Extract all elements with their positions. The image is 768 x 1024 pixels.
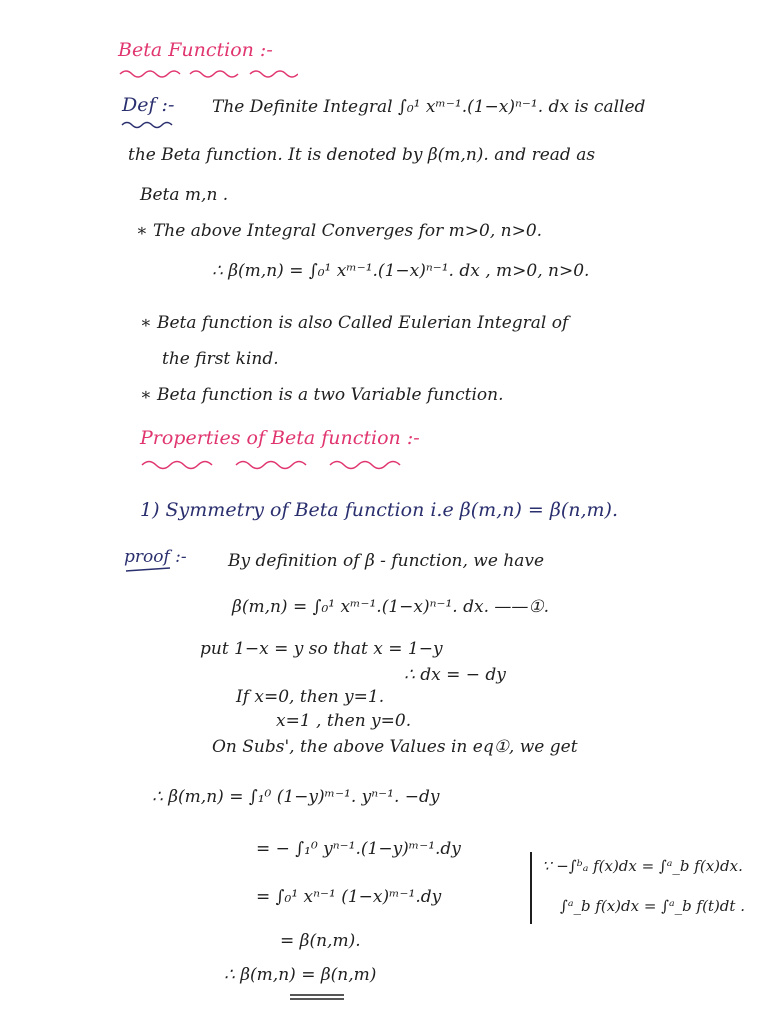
proof-line-7: On Subs', the above Values in eq①, we get — [212, 737, 578, 757]
def-line-1: The Definite Integral ∫₀¹ xᵐ⁻¹.(1−x)ⁿ⁻¹. dx is called — [212, 97, 646, 117]
proof-line-6: x=1 , then y=0. — [276, 711, 412, 731]
page-title: Beta Function :- — [118, 39, 273, 61]
proof-line-2: β(m,n) = ∫₀¹ xᵐ⁻¹.(1−x)ⁿ⁻¹. dx. ——①. — [232, 597, 550, 617]
beta-equation: ∴ β(m,n) = ∫₀¹ xᵐ⁻¹.(1−x)ⁿ⁻¹. dx , m>0, n>0. — [212, 261, 590, 281]
def-label: Def :- — [122, 94, 175, 116]
side-note-bar — [530, 852, 532, 924]
note-eulerian-1: ∗ Beta function is also Called Eulerian Integral of — [140, 313, 569, 333]
equation-step-1: ∴ β(m,n) = ∫₁⁰ (1−y)ᵐ⁻¹. yⁿ⁻¹. −dy — [152, 787, 440, 807]
properties-underline-squiggle — [140, 458, 430, 472]
symmetry-title: 1) Symmetry of Beta function i.e β(m,n) = β(n,m). — [140, 499, 618, 521]
def-line-3: Beta m,n . — [140, 185, 229, 205]
def-underline-squiggle — [120, 120, 180, 130]
equation-step-2: = − ∫₁⁰ yⁿ⁻¹.(1−y)ᵐ⁻¹.dy — [256, 839, 461, 859]
title-underline-squiggle — [118, 68, 298, 80]
note-two-variable: ∗ Beta function is a two Variable function. — [140, 385, 504, 405]
proof-line-3: put 1−x = y so that x = 1−y — [200, 639, 443, 659]
equation-conclusion: ∴ β(m,n) = β(n,m) — [224, 965, 377, 985]
note-eulerian-2: the first kind. — [162, 349, 279, 369]
side-note-2: ∫ᵃ_b f(x)dx = ∫ᵃ_b f(t)dt . — [560, 897, 745, 915]
proof-line-4: ∴ dx = − dy — [404, 665, 506, 685]
equation-step-3: = ∫₀¹ xⁿ⁻¹ (1−x)ᵐ⁻¹.dy — [256, 887, 442, 907]
note-converges: ∗ The above Integral Converges for m>0, n>0. — [136, 221, 543, 241]
conclusion-double-underline — [288, 992, 348, 1002]
proof-line-1: By definition of β - function, we have — [228, 551, 545, 571]
side-note-1: ∵ −∫ᵇₐ f(x)dx = ∫ᵃ_b f(x)dx. — [542, 857, 743, 875]
equation-step-4: = β(n,m). — [280, 931, 361, 951]
proof-line-5: If x=0, then y=1. — [236, 687, 385, 707]
proof-underline — [124, 566, 174, 574]
properties-heading: Properties of Beta function :- — [140, 427, 420, 449]
def-line-2: the Beta function. It is denoted by β(m,n). and read as — [128, 145, 596, 165]
proof-label: proof :- — [124, 547, 187, 567]
